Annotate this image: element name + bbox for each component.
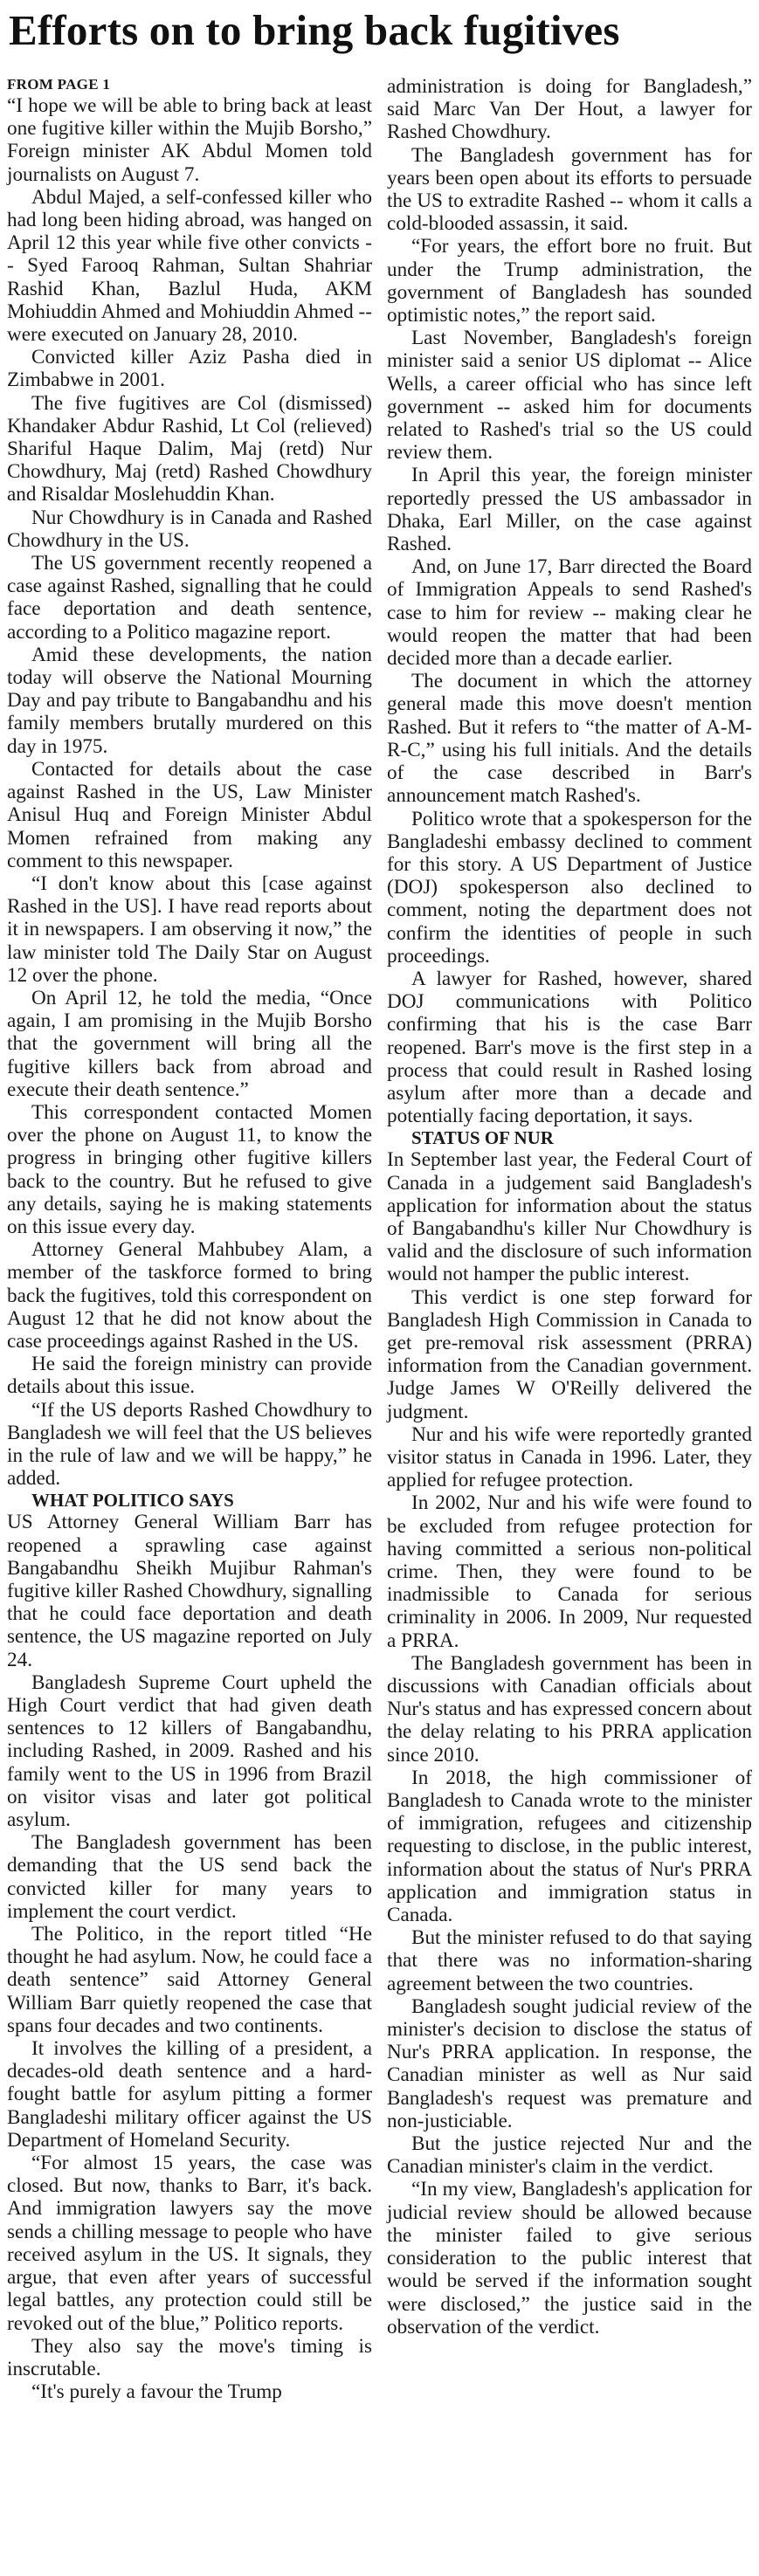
paragraph: “If the US deports Rashed Chowdhury to Bangladesh we will feel that the US believes in the rule of law and we will be happy,” he added. <box>7 1398 372 1491</box>
headline: Efforts on to bring back fugitives <box>9 6 620 54</box>
paragraph: And, on June 17, Barr directed the Board of Immigration Appeals to send Rashed's case to him for review -- making clear he would reopen the matter that had been decided more than a decade earlier. <box>387 555 752 671</box>
paragraph: “For years, the effort bore no fruit. But under the Trump administration, the government of Bangladesh has sounded optimistic notes,” the report said. <box>387 235 752 327</box>
paragraph: He said the foreign ministry can provide details about this issue. <box>7 1353 372 1399</box>
paragraph: “It's purely a favour the Trump <box>31 2380 282 2404</box>
paragraph: A lawyer for Rashed, however, shared DOJ communications with Politico confirming that his is the case Barr reopened. Barr's move is the first step in a process that could result in Rashed losing asylum after more than a decade and potentially facing deportation, it says. <box>387 967 752 1128</box>
paragraph: This correspondent contacted Momen over the phone on August 11, to know the progress in bringing other fugitive killers back to the country. But he refused to give any details, saying he is making statements on this issue every day. <box>7 1100 372 1238</box>
paragraph: Politico wrote that a spokesperson for the Bangladeshi embassy declined to comment for this story. A US Department of Justice (DOJ) spokesperson also declined to comment, noting the department does not confirm the identities of people in such proceedings. <box>387 807 752 968</box>
col2-section-a <box>387 144 752 1128</box>
paragraph: “I don't know about this [case against Rashed in the US]. I have read reports about it in newspapers. I am observing it now,” the law minister told The Daily Star on August 12 over the phone. <box>7 871 372 987</box>
paragraph: Amid these developments, the nation today will observe the National Mourning Day and pay tribute to Bangabandhu and his family members brutally murdered on this day in 1975. <box>7 643 372 758</box>
paragraph: “I hope we will be able to bring back at least one fugitive killer within the Mujib Borsho,” Foreign minister AK Abdul Momen told journalists on August 7. <box>7 94 372 186</box>
paragraph: But the minister refused to do that saying that there was no information-sharing agreement between the two countries. <box>387 1926 752 1995</box>
paragraph: Convicted killer Aziz Pasha died in Zimbabwe in 2001. <box>7 346 372 392</box>
col1-section-a <box>7 94 372 1490</box>
paragraph: The Politico, in the report titled “He thought he had asylum. Now, he could face a death sentence” said Attorney General William Barr quietly reopened the case that spans four decades and two continents. <box>7 1923 372 2037</box>
paragraph: The US government recently reopened a case against Rashed, signalling that he could face deportation and death sentence, according to a Politico magazine report. <box>7 552 372 644</box>
paragraph: Bangladesh sought judicial review of the minister's decision to disclose the status of Nur's PRRA application. In response, the Canadian minister as well as Nur said Bangladesh's request was premature and non-justiciable. <box>387 1994 752 2132</box>
paragraph: In September last year, the Federal Court of Canada in a judgement said Bangladesh's application for information about the status of Bangabandhu's killer Nur Chowdhury is valid and the disclosure of such information would not hamper the public interest. <box>387 1148 752 1286</box>
paragraph: They also say the move's timing is inscrutable. <box>7 2334 372 2380</box>
paragraph: Attorney General Mahbubey Alam, a member of the taskforce formed to bring back the fugitives, told this correspondent on August 12 that he did not know about the case proceedings against Rashed in the US. <box>7 1238 372 1353</box>
col2-section-b <box>387 1148 752 2338</box>
paragraph: The document in which the attorney general made this move doesn't mention Rashed. But it refers to “the matter of A-M-R-C,” using his full initials. And the details of the case described in Barr's announcement match Rashed's. <box>387 670 752 808</box>
article-body <box>7 75 752 2403</box>
paragraph: administration is doing for Bangladesh,” said Marc Van Der Hout, a lawyer for Rashed Chowdhury. <box>387 75 752 144</box>
paragraph: This verdict is one step forward for Bangladesh High Commission in Canada to get pre-removal risk assessment (PRRA) information from the Canadian government. Judge James W O'Reilly delivered the judgment. <box>387 1285 752 1423</box>
paragraph: The five fugitives are Col (dismissed) Khandaker Abdur Rashid, Lt Col (relieved) Shariful Haque Dalim, Maj (retd) Nur Chowdhury, Maj (retd) Rashed Chowdhury and Risaldar Moslehuddin Khan. <box>7 391 372 506</box>
paragraph: The Bangladesh government has been demanding that the US send back the convicted killer for many years to implement the court verdict. <box>7 1831 372 1923</box>
subhead-what-politico-says: WHAT POLITICO SAYS <box>31 1490 234 1512</box>
paragraph: Nur Chowdhury is in Canada and Rashed Chowdhury in the US. <box>7 506 372 552</box>
paragraph: In 2002, Nur and his wife were found to be excluded from refugee protection for having committed a serious non-political crime. Then, they were found to be inadmissible to Canada for serious criminality in 2006. In 2009, Nur requested a PRRA. <box>387 1491 752 1652</box>
paragraph: But the justice rejected Nur and the Canadian minister's claim in the verdict. <box>387 2132 752 2179</box>
paragraph: Nur and his wife were reportedly granted visitor status in Canada in 1996. Later, they applied for refugee protection. <box>387 1422 752 1492</box>
paragraph: Abdul Majed, a self-confessed killer who had long been hiding abroad, was hanged on April 12 this year while five other convicts -- Syed Farooq Rahman, Sultan Shahriar Rashid Khan, Bazlul Huda, AKM Mohiuddin Ahmed and Mohiuddin Ahmed -- were executed on January 28, 2010. <box>7 185 372 347</box>
paragraph: In 2018, the high commissioner of Bangladesh to Canada wrote to the minister of immigration, refugees and citizenship requesting to disclose, in the public interest, information about the status of Nur's PRRA application and immigration status in Canada. <box>387 1766 752 1927</box>
paragraph: Contacted for details about the case against Rashed in the US, Law Minister Anisul Huq and Foreign Minister Abdul Momen refrained from making any comment to this newspaper. <box>7 757 372 872</box>
paragraph: In April this year, the foreign minister reportedly pressed the US ambassador in Dhaka, Earl Miller, on the case against Rashed. <box>387 464 752 556</box>
paragraph: “For almost 15 years, the case was closed. But now, thanks to Barr, it's back. And immigration lawyers say the move sends a chilling message to people who have received asylum in the US. It signals, they argue, that even after years of successful legal battles, any protection could still be revoked out of the blue,” Politico reports. <box>7 2152 372 2335</box>
paragraph: US Attorney General William Barr has reopened a sprawling case against Bangabandhu Sheikh Mujibur Rahman's fugitive killer Rashed Chowdhury, signalling that he could face deportation and death sentence, the US magazine reported on July 24. <box>7 1511 372 1671</box>
paragraph: The Bangladesh government has been in discussions with Canadian officials about Nur's status and has expressed concern about the delay relating to his PRRA application since 2010. <box>387 1651 752 1767</box>
col1-section-b <box>7 1511 372 2403</box>
column-right <box>387 75 752 2403</box>
column-left <box>7 75 372 2403</box>
from-page-label: FROM PAGE 1 <box>7 76 111 93</box>
paragraph: On April 12, he told the media, “Once again, I am promising in the Mujib Borsho that the government will bring all the fugitive killers back from abroad and execute their death sentence.” <box>7 986 372 1101</box>
paragraph: “In my view, Bangladesh's application for judicial review should be allowed because the minister failed to give serious consideration to the public interest that would be served if the information sought were disclosed,” the justice said in the observation of the verdict. <box>387 2178 752 2338</box>
paragraph: Bangladesh Supreme Court upheld the High Court verdict that had given death sentences to 12 killers of Bangabandhu, including Rashed, in 2009. Rashed and his family went to the US in 1996 from Brazil on visitor visas and later got political asylum. <box>7 1670 372 1832</box>
paragraph: It involves the killing of a president, a decades-old death sentence and a hard-fought battle for asylum pitting a former Bangladeshi military officer against the US Department of Homeland Security. <box>7 2037 372 2152</box>
paragraph: Last November, Bangladesh's foreign minister said a senior US diplomat -- Alice Wells, a career official who has since left government -- asked him for documents related to Rashed's trial so the US could review them. <box>387 327 752 465</box>
subhead-status-of-nur: STATUS OF NUR <box>411 1127 554 1149</box>
paragraph: The Bangladesh government has for years been open about its efforts to persuade the US to extradite Rashed -- whom it calls a cold-blooded assassin, it said. <box>387 143 752 236</box>
